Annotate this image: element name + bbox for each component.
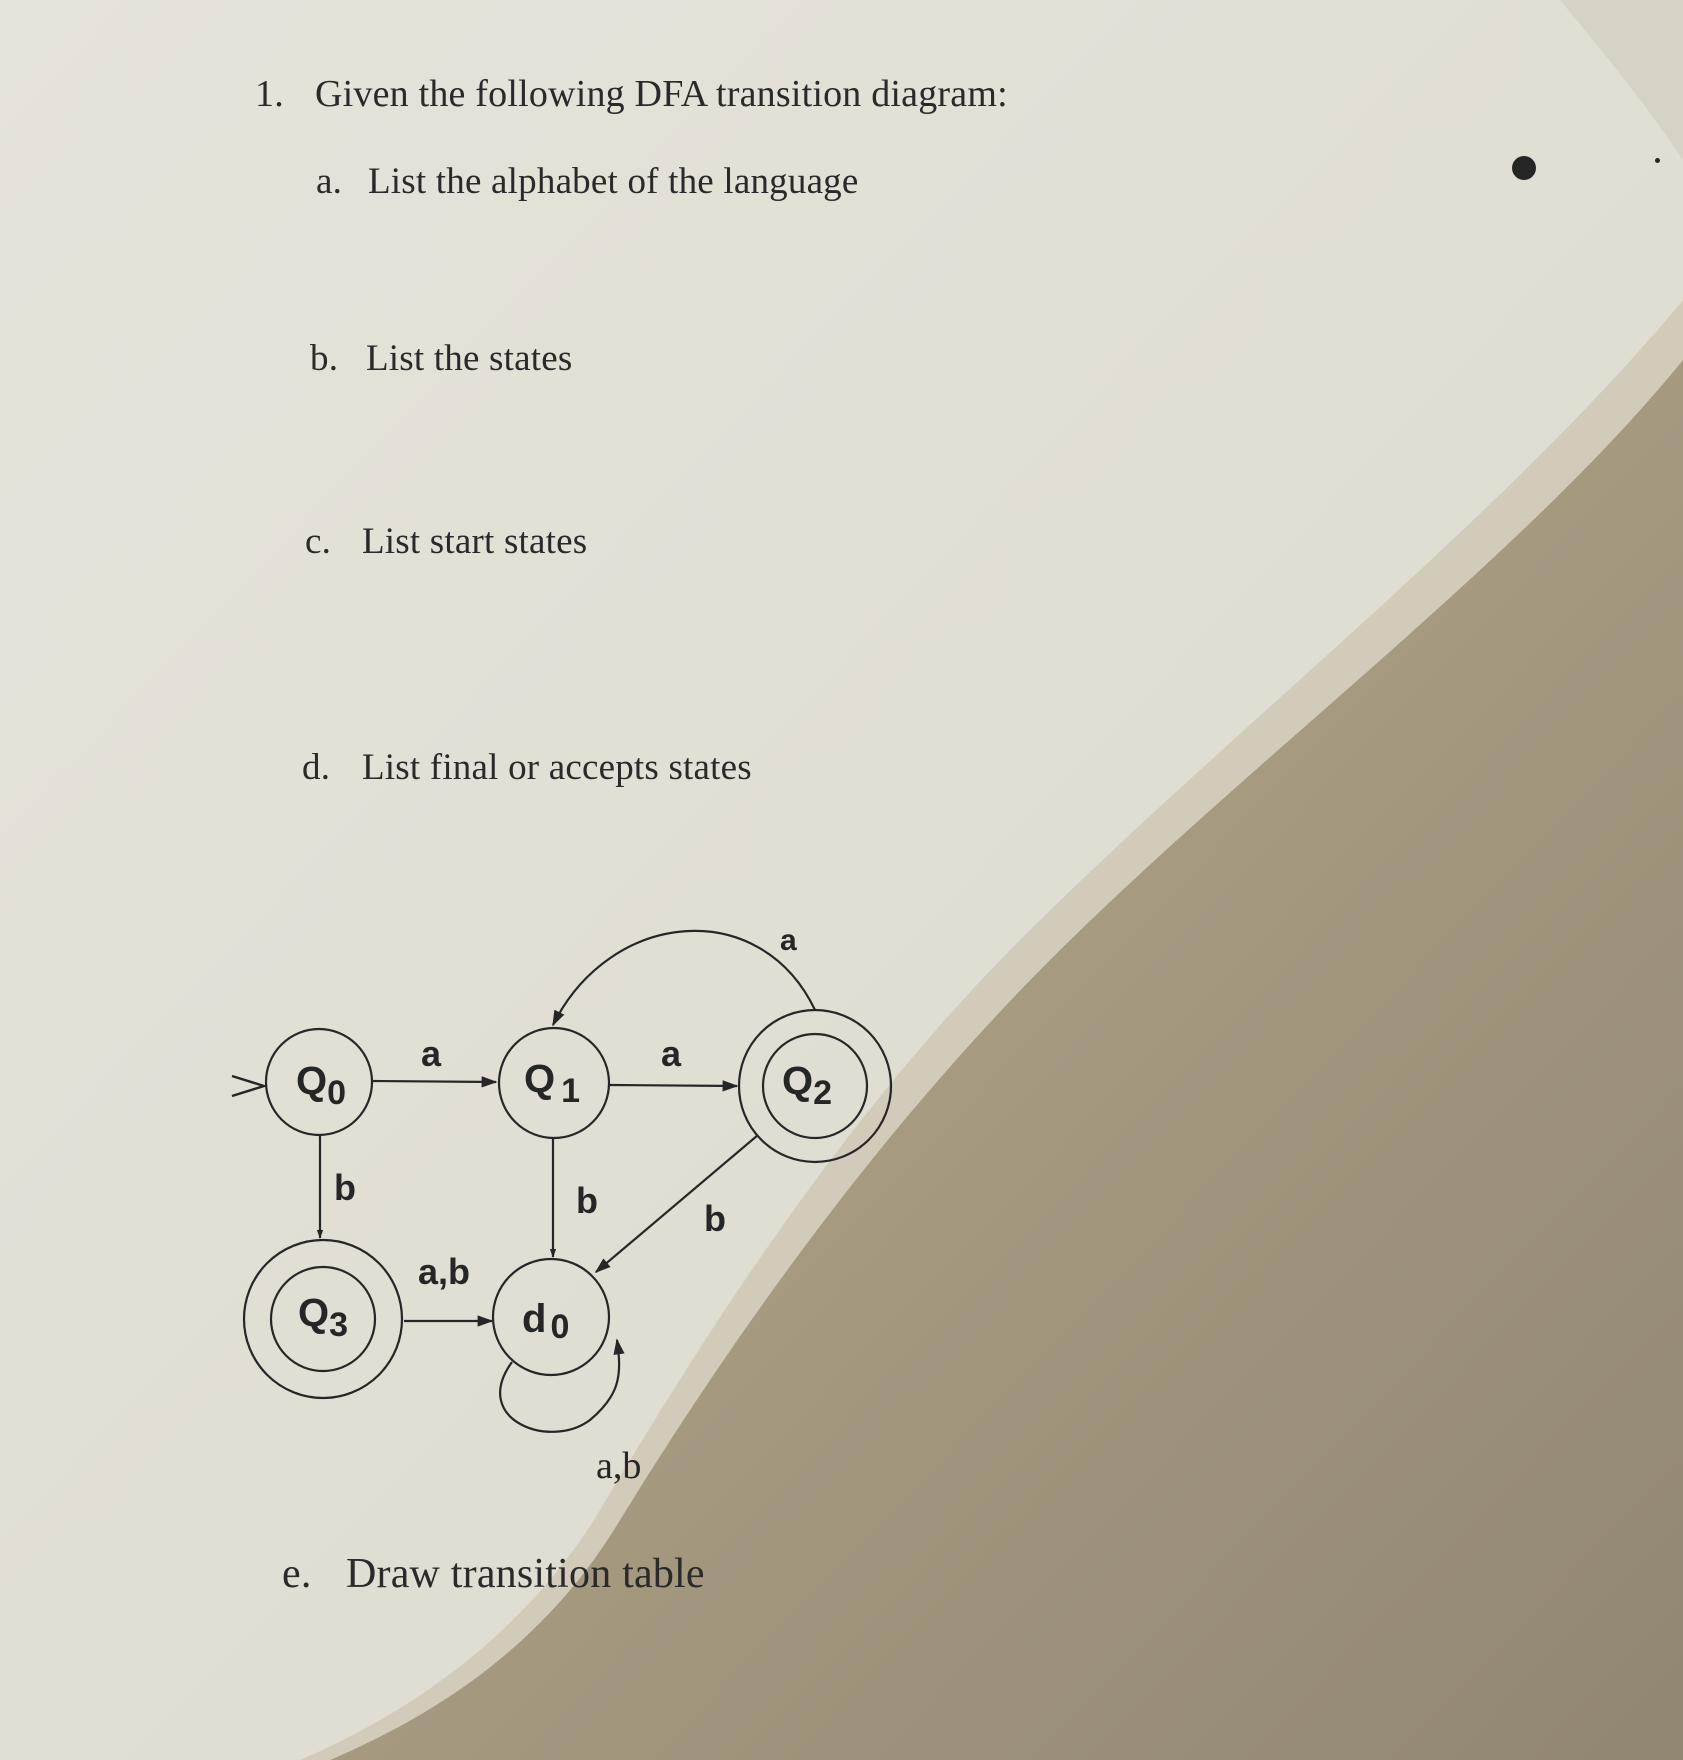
label-q2-q1: a — [780, 924, 797, 957]
part-b-text: List the states — [366, 338, 573, 379]
part-d-label: d. — [302, 747, 331, 788]
state-q0-label: $Q_0$ — [296, 1059, 347, 1112]
part-c-text: List start states — [362, 521, 588, 562]
edge-q0-q1 — [372, 1081, 496, 1082]
part-e-label: e. — [282, 1551, 312, 1597]
part-a-text: List the alphabet of the language — [368, 161, 859, 202]
start-arrow — [232, 1076, 264, 1096]
label-q2-d0: b — [704, 1198, 726, 1239]
state-d0-label: d 0 — [522, 1297, 570, 1346]
state-q2-label: $Q_2$ — [782, 1059, 833, 1112]
part-e — [282, 1550, 705, 1598]
part-d-text: List final or accepts states — [362, 747, 752, 788]
edge-q2-d0 — [596, 1135, 758, 1272]
label-q0-q3: b — [334, 1167, 356, 1208]
edge-q1-q2 — [609, 1085, 737, 1086]
part-a-label: a. — [316, 161, 343, 202]
part-c-label: c. — [305, 521, 332, 562]
state-q1-label: Q $_1$ — [524, 1057, 581, 1110]
label-q1-q2: a — [661, 1033, 682, 1074]
edge-d0-loop — [500, 1340, 619, 1432]
question-text: Given the following DFA transition diagram: — [315, 73, 1008, 115]
state-q3-label: $Q_3$ — [298, 1291, 349, 1344]
label-q0-q1: a — [421, 1033, 442, 1074]
label-d0-loop: a,b — [596, 1445, 642, 1487]
part-e-text: Draw transition table — [346, 1551, 705, 1597]
label-q3-d0: a,b — [418, 1251, 471, 1292]
part-b-label: b. — [310, 338, 339, 379]
label-q1-d0: b — [576, 1180, 598, 1221]
question-number: 1. — [255, 73, 284, 115]
edge-q2-q1 — [553, 931, 815, 1025]
